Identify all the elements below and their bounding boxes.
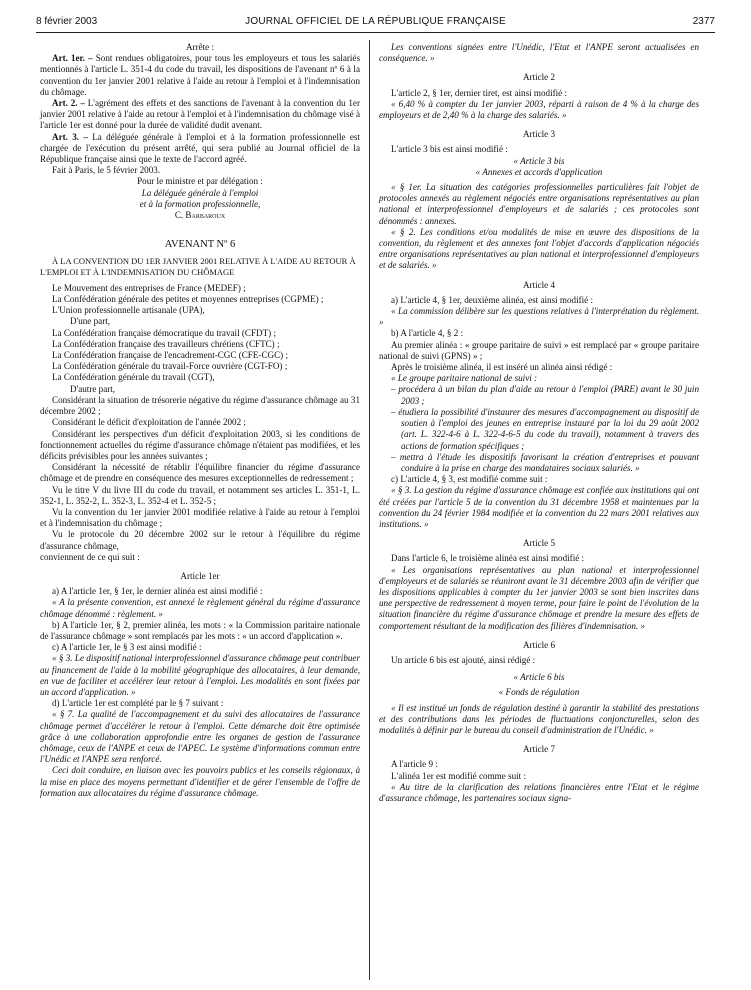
conviennent: conviennent de ce qui suit :	[40, 551, 140, 562]
article-7-heading: Article 7	[522, 744, 556, 755]
vu-2: Vu la convention du 1er janvier 2001 modifiée relative à l'aide au retour à l'emploi et à l'indemnisation du chômage ;	[40, 506, 360, 529]
article-5-heading: Article 5	[522, 538, 556, 549]
signature-line-2: La déléguée générale à l'emploi	[141, 187, 259, 198]
art3-label: Art. 3. –	[52, 131, 88, 142]
a1-b: b) A l'article 1er, § 2, premier alinéa, les mots : « la Commission paritaire nationale de l'assurance chômage » sont remplacés par les mots : « un accord d'application ».	[40, 619, 360, 641]
a4-list-item-1: – procédera à un bilan du plan d'aide au retour à l'emploi (PARE) avant le 30 juin 2003 ;	[391, 384, 699, 406]
a6-subtitle-1: « Article 6 bis	[513, 672, 565, 683]
a1-d-quote-1: « § 7. La qualité de l'accompagnement et du suivi des allocataires de l'assurance chômage permet d'accélérer le retour à l'emploi. Cette démarche doit être optimisée grâce à une collaboration approfondie entre les organes de gestion de l'assurance chômage, ceux de l'ANPE et ceux de l'APEC. Le système d'informations commun entre l'Unédic et l'ANPE sera renforcé.	[40, 709, 360, 765]
a1-d: d) L'article 1er est complété par le § 7 suivant :	[52, 698, 224, 709]
considerant-1: Considérant la situation de trésorerie négative du régime d'assurance chômage au 31 décembre 2002 ;	[40, 394, 360, 417]
quote-end: Les conventions signées entre l'Unédic, l'Etat et l'ANPE seront actualisées en conséquence. »	[379, 42, 699, 64]
party-5: La Confédération française des travailleurs chrétiens (CFTC) ;	[52, 338, 280, 349]
a6-text: Un article 6 bis est ajouté, ainsi rédigé :	[391, 654, 536, 665]
right-column	[379, 42, 699, 804]
considerant-4: Considérant la nécessité de rétablir l'équilibre financier du régime d'assurance chômage et de prendre en conséquence des mesures exceptionnelles de redressement ;	[40, 462, 360, 484]
a1-a: a) A l'article 1er, § 1er, le dernier alinéa est ainsi modifié :	[52, 586, 263, 597]
header-page-number: 2377	[692, 16, 715, 27]
a3-subtitle-2: « Annexes et accords d'application	[475, 166, 603, 177]
a4-list-item-2: – étudiera la possibilité d'instaurer des mesures d'accompagnement au dispositif de soutien à l'emploi des jeunes en entreprise instauré par la loi du 29 août 2002 (art. L. 322-4-6 à L. 322-4-6-5 du code du travail), notamment à travers des actions de formation spécifiques ;	[391, 406, 699, 451]
article-2-paragraph	[40, 98, 360, 132]
article-1-paragraph	[40, 53, 360, 98]
a3-text: L'article 3 bis est ainsi modifié :	[391, 144, 508, 155]
considerant-3: Considérant les perspectives d'un déficit d'exploitation 2003, si les conditions de fonctionnement actuelles du régime d'assurance chômage n'étaient pas modifiées, et les déficits prévisibles pour les années suivantes ;	[40, 428, 360, 461]
a2-quote: « 6,40 % à compter du 1er janvier 2003, réparti à raison de 4 % à la charge des employeurs et de 2,40 % à la charge des salariés. »	[379, 98, 699, 121]
a1-c: c) A l'article 1er, le § 3 est ainsi modifié :	[52, 642, 202, 653]
arrete-label: Arrête :	[185, 42, 215, 52]
convention-title: À LA CONVENTION DU 1ER JANVIER 2001 RELATIVE À L'AIDE AU RETOUR À L'EMPLOI ET À L'INDEMNISATION DU CHÔMAGE	[40, 256, 356, 277]
art3-text: La déléguée générale à l'emploi et à la formation professionnelle est chargée de l'exécution du présent arrêté, qui sera publié au Journal officiel de la République française ainsi que le texte de l'accord agréé.	[40, 131, 360, 165]
a4-b: b) A l'article 4, § 2 :	[391, 328, 464, 339]
party-1: Le Mouvement des entreprises de France (MEDEF) ;	[52, 282, 246, 293]
a5-quote: « Les organisations représentatives au plan national et interprofessionnel d'employeurs et de salariés se réuniront avant le 31 décembre 2003 afin de vérifier que les dispositions applicables à compter du 1er janvier 2003 se sont bien inscrites dans une perspective de redressement à moyen terme, pour faire le point de l'évolution de la situation financière du régime d'assurance chômage et prendre la mesure des effets de comportement résultant de la modification des filières d'indemnisation. »	[379, 564, 699, 631]
article-4-heading: Article 4	[522, 279, 556, 290]
a6-quote: « Il est institué un fonds de régulation destiné à garantir la stabilité des prestations et des contributions dans les périodes de fluctuations conjoncturelles, selon des modalités à définir par le bureau du conseil d'administration de l'Unédic. »	[379, 702, 699, 735]
party-4: La Confédération française démocratique du travail (CFDT) ;	[52, 327, 276, 338]
article-1-heading: Article 1er	[180, 570, 220, 581]
a7-quote: « Au titre de la clarification des relations financières entre l'Etat et le régime d'assurance chômage, les partenaires sociaux signa-	[379, 781, 699, 803]
considerant-2: Considérant le déficit d'exploitation de l'année 2002 ;	[52, 417, 246, 428]
party-7: La Confédération générale du travail-Force ouvrière (CGT-FO) ;	[52, 361, 288, 372]
a4-b-1: Au premier alinéa : « groupe paritaire de suivi » est remplacé par « groupe paritaire national de suivi (GPNS) » ;	[379, 339, 699, 361]
left-column	[40, 42, 360, 799]
party-6: La Confédération française de l'encadrement-CGC (CFE-CGC) ;	[52, 350, 288, 361]
a4-c-quote: « § 3. La gestion du régime d'assurance chômage est confiée aux institutions qui ont été créées par l'article 5 de la convention du 31 décembre 1958 et maintenues par la convention du 24 février 1984 modifiée et la convention du 22 mars 2001 relatives aux institutions. »	[379, 485, 699, 529]
a1-a-quote: « A la présente convention, est annexé le règlement général du régime d'assurance chômage dénommé : règlement. »	[40, 597, 360, 619]
signature-line-3: et à la formation professionnelle,	[139, 198, 261, 209]
a5-text: Dans l'article 6, le troisième alinéa est ainsi modifié :	[391, 553, 585, 564]
vu-3: Vu le protocole du 20 décembre 2002 sur le retour à l'équilibre du régime d'assurance chômage,	[40, 529, 360, 551]
party-3: L'Union professionnelle artisanale (UPA),	[52, 305, 205, 316]
header-journal-title: JOURNAL OFFICIEL DE LA RÉPUBLIQUE FRANÇAISE	[245, 16, 506, 27]
column-divider	[369, 40, 370, 980]
a4-a: a) L'article 4, § 1er, deuxième alinéa, est ainsi modifié :	[391, 294, 594, 305]
a3-quote-2: « § 2. Les conditions et/ou modalités de mise en œuvre des dispositions de la convention, du règlement et des annexes font l'objet d'accords d'application négociés entre organisations représentatives au plan national et interprofessionnel d'employeurs et de salariés. »	[379, 226, 699, 271]
a3-subtitle-1: « Article 3 bis	[513, 155, 565, 166]
article-6-heading: Article 6	[522, 639, 556, 650]
page-header	[36, 16, 715, 33]
signature-name: C. Barbaroux	[174, 210, 226, 221]
a3-quote-1: « § 1er. La situation des catégories professionnelles particulières fait l'objet de protocoles annexés au règlement négociés entre organisations représentatives au plan national et interprofessionnel d'employeurs et de salariés ; ces protocoles sont dénommés : annexes.	[379, 182, 699, 226]
avenant-title: AVENANT Nº 6	[164, 239, 236, 251]
a4-list-item-3: – mettra à l'étude les dispositifs favorisant la création d'entreprises et pouvant conduire à la prise en charge des mandataires sociaux salariés. »	[391, 451, 699, 473]
a1-d-quote-2: Ceci doit conduire, en liaison avec les pouvoirs publics et les conseils régionaux, à la mise en place des moyens permettant d'identifier et de gérer l'ensemble de l'offre de formation aux allocataires du régime d'assurance chômage.	[40, 765, 360, 798]
a6-subtitle-2: « Fonds de régulation	[498, 687, 580, 698]
a4-b-quote: « Le groupe paritaire national de suivi :	[391, 373, 538, 384]
article-2-heading: Article 2	[522, 72, 556, 83]
party-8: La Confédération générale du travail (CGT),	[52, 372, 215, 383]
art2-text: L'agrément des effets et des sanctions de l'avenant à la convention du 1er janvier 2001 relative à l'aide au retour à l'emploi et à l'indemnisation du chômage visé à l'article 1er est donné pour la durée de validité dudit avenant.	[40, 98, 360, 131]
header-date: 8 février 2003	[36, 16, 98, 27]
article-3-paragraph	[40, 132, 360, 166]
a1-c-quote: « § 3. Le dispositif national interprofessionnel d'assurance chômage peut contribuer au financement de l'aide à la mobilité géographique des allocataires, à leur demande, en vue de faciliter et accélérer leur retour à l'emploi. Les modalités en sont fixées par un accord d'application. »	[40, 653, 360, 697]
art1-text: Sont rendues obligatoires, pour tous les employeurs et tous les salariés mentionnés à l'article L. 351-4 du code du travail, les dispositions de l'avenant nº 6 à la convention du 1er janvier 2001 relative à l'aide au retour à l'emploi et à l'indemnisation du chômage.	[40, 53, 360, 97]
a7-text-2: L'alinéa 1er est modifié comme suit :	[391, 770, 526, 781]
art1-label: Art. 1er. –	[52, 53, 93, 64]
party-side-1: D'une part,	[70, 316, 111, 327]
art2-label: Art. 2. –	[52, 98, 85, 109]
a4-c: c) L'article 4, § 3, est modifié comme suit :	[391, 474, 548, 485]
article-3-heading: Article 3	[522, 129, 556, 140]
a4-b-2: Après le troisième alinéa, il est inséré un alinéa ainsi rédigé :	[391, 362, 613, 373]
vu-1: Vu le titre V du livre III du code du travail, et notamment ses articles L. 351-1, L. 352-1, L. 352-2, L. 352-3, L. 352-4 et L. 352-5 ;	[40, 484, 360, 506]
party-side-2: D'autre part,	[70, 383, 116, 394]
a4-a-quote: « La commission délibère sur les questions relatives à l'interprétation du règlement. »	[379, 306, 699, 328]
a2-text: L'article 2, § 1er, dernier tiret, est ainsi modifié :	[391, 87, 568, 98]
signature-line-1: Pour le ministre et par délégation :	[137, 176, 263, 187]
party-2: La Confédération générale des petites et moyennes entreprises (CGPME) ;	[52, 294, 324, 305]
a7-text: A l'article 9 :	[391, 759, 438, 770]
fait-a-paris: Fait à Paris, le 5 février 2003.	[52, 165, 161, 176]
